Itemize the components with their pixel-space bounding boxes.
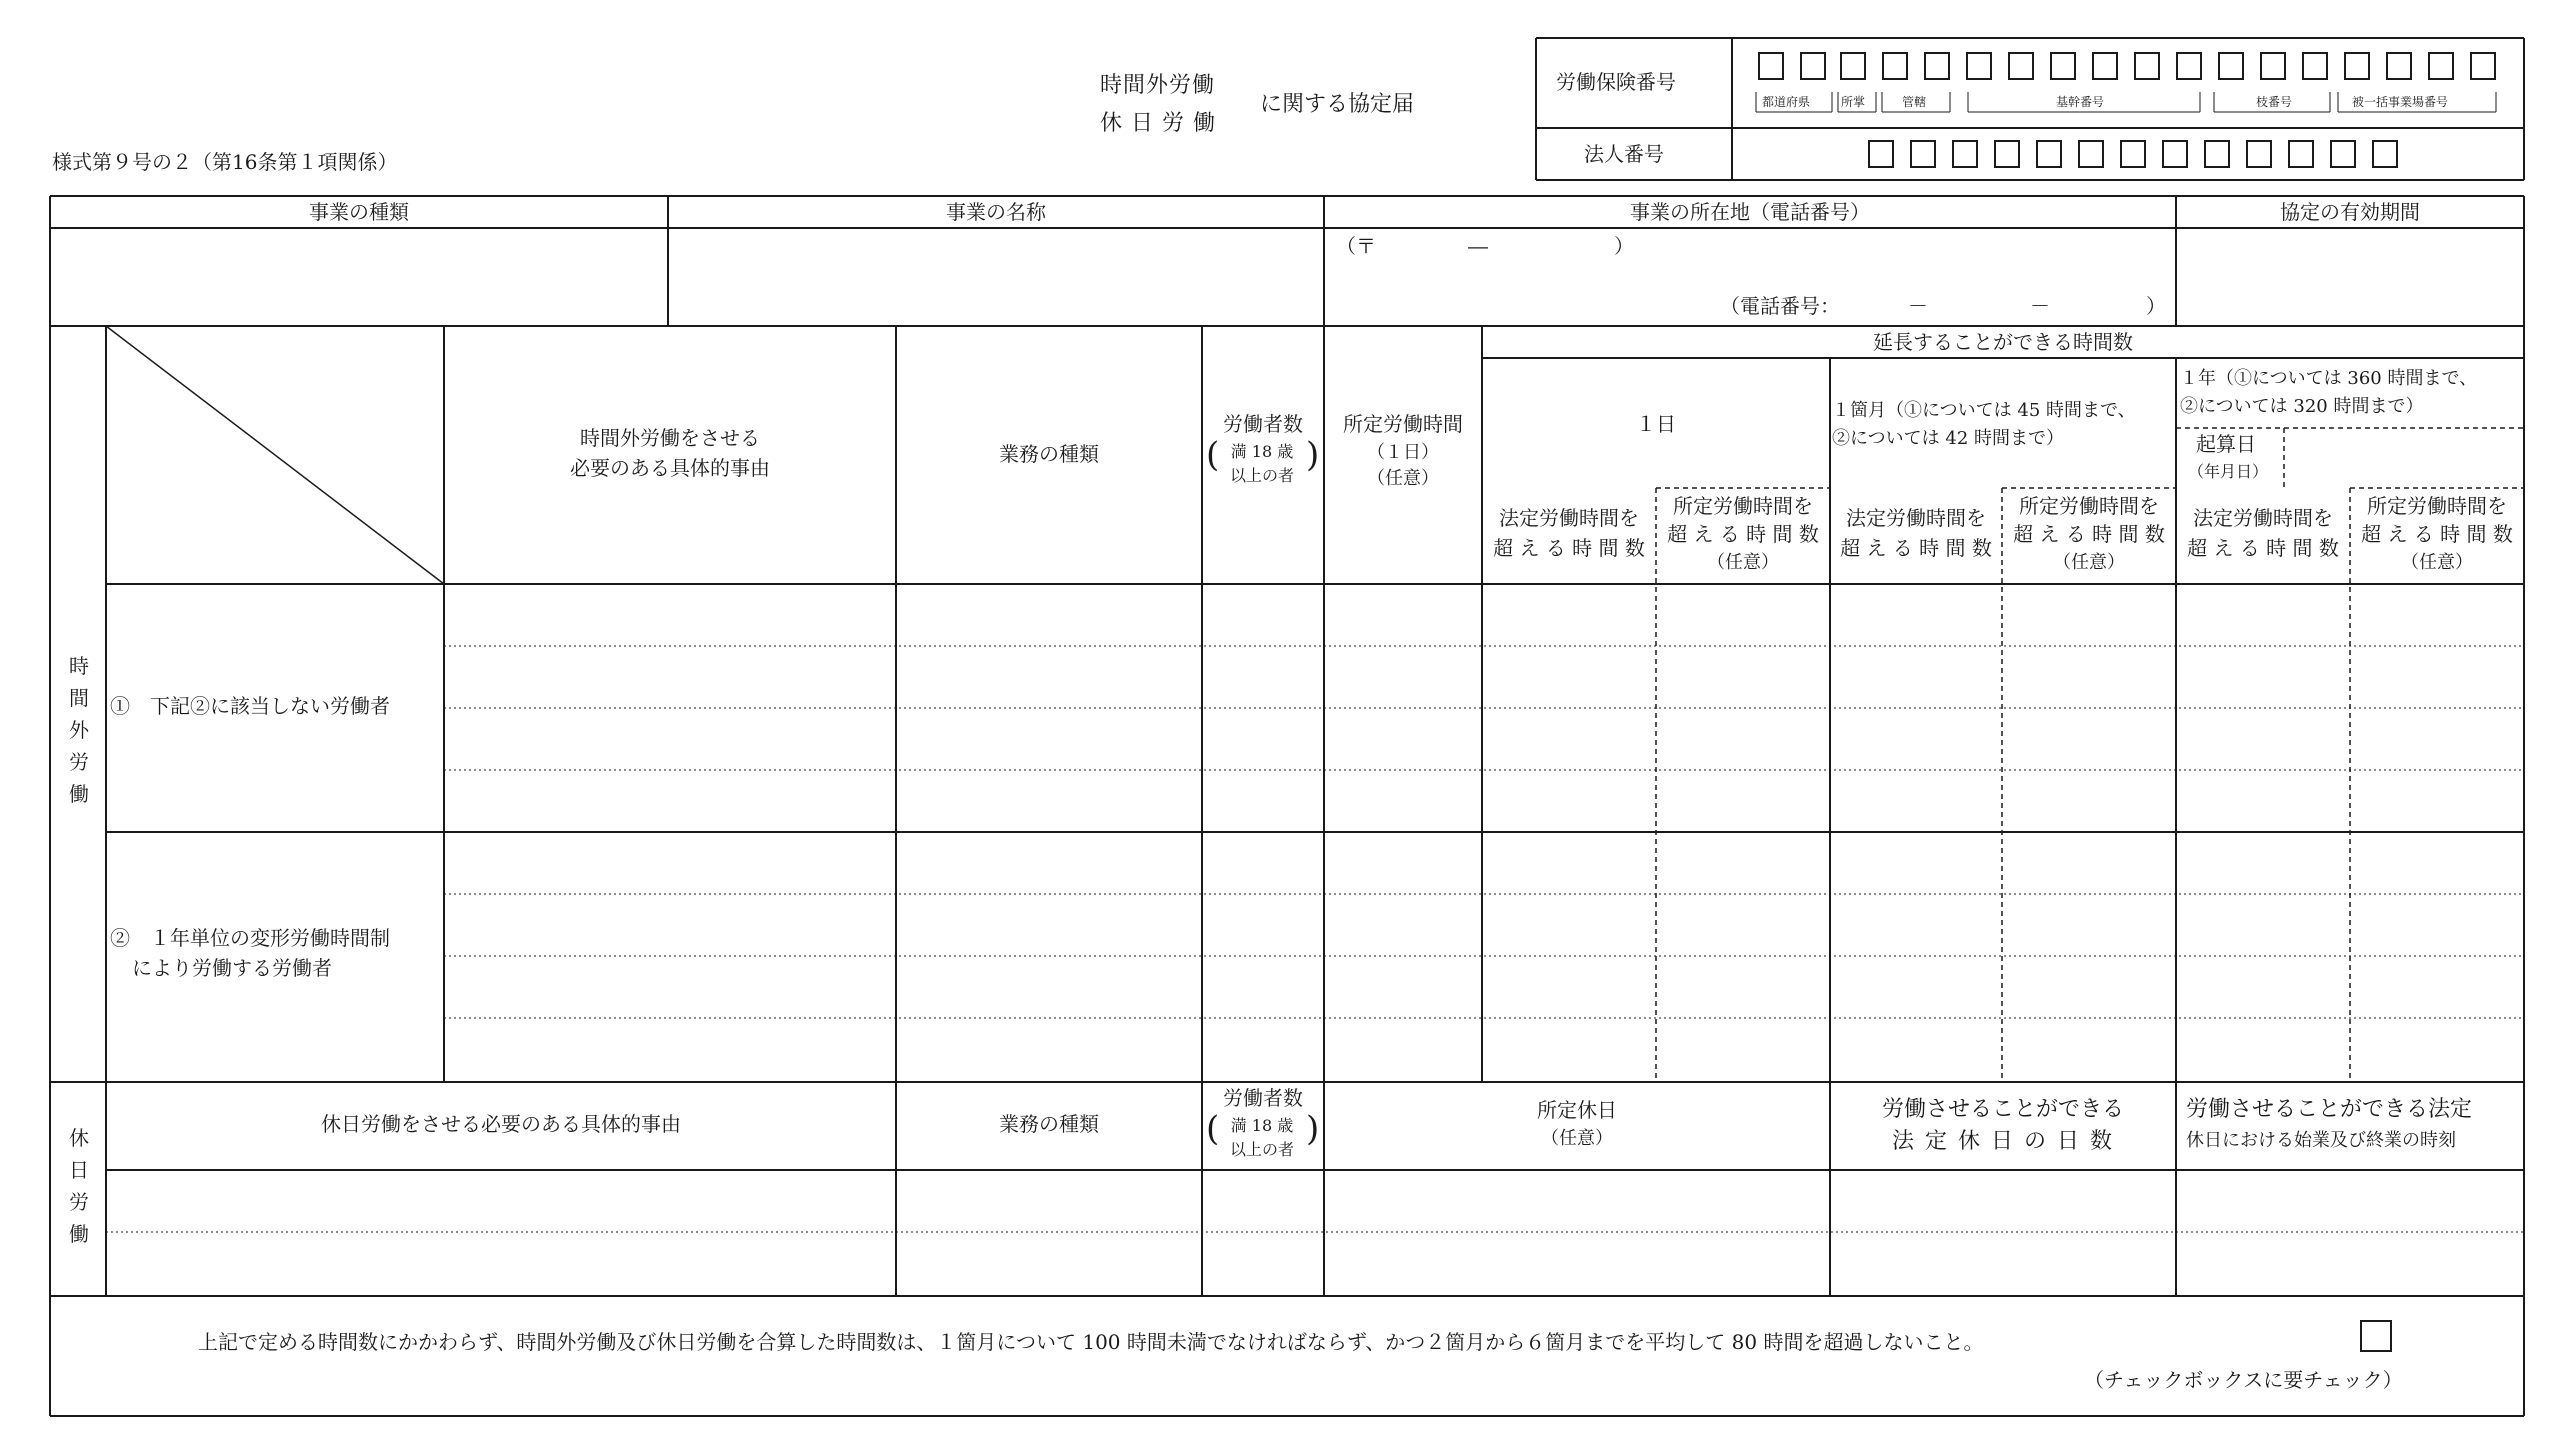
day-legal-exceed-line2: 超 え る 時 間 数 [1493, 536, 1645, 560]
digit-box[interactable] [2288, 140, 2314, 168]
month-header-line2: ②については 42 時間まで） [1832, 428, 2064, 449]
title-overtime: 時間外労働 [1100, 73, 1216, 98]
digit-box[interactable] [2344, 52, 2370, 80]
holiday-reason-header: 休日労働をさせる必要のある具体的事由 [321, 1112, 681, 1136]
year-legal-exceed-line2: 超 え る 時 間 数 [2187, 536, 2339, 560]
digit-box[interactable] [2302, 52, 2328, 80]
category-1-label: ① 下記②に該当しない労働者 [110, 694, 390, 718]
digit-box[interactable] [2036, 140, 2062, 168]
day-sched-exceed-line1: 所定労働時間を [1673, 494, 1813, 518]
scheduled-holiday-header-line2: （任意） [1541, 1128, 1613, 1149]
day-header: １日 [1636, 412, 1676, 436]
sub-label-office: 管轄 [1902, 95, 1927, 109]
digit-box[interactable] [2204, 140, 2230, 168]
digit-box[interactable] [1924, 52, 1950, 80]
digit-box[interactable] [2386, 52, 2412, 80]
sub-label-branch-number: 枝番号 [2256, 95, 2293, 109]
phone-dash-1: － [1908, 294, 1928, 318]
start-date-sub: （年月日） [2188, 462, 2269, 481]
business-name-header: 事業の名称 [946, 200, 1046, 224]
digit-box[interactable] [2330, 140, 2356, 168]
day-sched-exceed-optional: （任意） [1707, 552, 1779, 573]
month-sched-exceed-line1: 所定労働時間を [2019, 494, 2159, 518]
digit-box[interactable] [1952, 140, 1978, 168]
business-type-header: 事業の種類 [309, 200, 409, 224]
title-holiday: 休 日 労 働 [1100, 111, 1216, 136]
corporate-number-label: 法人番号 [1584, 142, 1664, 166]
holiday-times-header-line1: 労働させることができる法定 [2186, 1097, 2473, 1122]
scheduled-hours-header-line2: （１日） [1367, 442, 1439, 463]
postal-dash: ― [1468, 234, 1488, 258]
agreement-period-field[interactable] [2178, 230, 2522, 324]
compliance-checkbox[interactable] [2360, 1320, 2392, 1352]
overtime-reason-header-line2: 必要のある具体的事由 [570, 456, 770, 480]
year-sched-exceed-optional: （任意） [2401, 552, 2473, 573]
scheduled-hours-header-line1: 所定労働時間 [1343, 412, 1463, 436]
title-suffix: に関する協定届 [1260, 92, 1415, 117]
start-date-field[interactable] [2286, 430, 2522, 486]
overtime-workers-header: 労働者数 [1223, 412, 1303, 436]
digit-box[interactable] [1840, 52, 1866, 80]
month-header-line1: １箇月（①については 45 時間まで、 [1832, 400, 2136, 421]
overtime-workers-sub1: 満 18 歳 [1230, 442, 1294, 461]
holiday-days-header-line2: 法 定 休 日 の 日 数 [1892, 1129, 2114, 1154]
overtime-reason-header-line1: 時間外労働をさせる [580, 426, 760, 450]
digit-box[interactable] [2218, 52, 2244, 80]
digit-box[interactable] [2372, 140, 2398, 168]
digit-box[interactable] [2008, 52, 2034, 80]
extendable-hours-header: 延長することができる時間数 [1873, 330, 2133, 354]
holiday-work-type-header: 業務の種類 [999, 1112, 1099, 1136]
holiday-workers-sub2: 以上の者 [1229, 1140, 1294, 1159]
holiday-workers-paren-close: ) [1306, 1109, 1320, 1149]
sub-label-prefecture: 都道府県 [1762, 95, 1811, 109]
digit-box[interactable] [1910, 140, 1936, 168]
holiday-workers-sub1: 満 18 歳 [1230, 1116, 1294, 1135]
phone-close: ） [2146, 294, 2166, 318]
postal-close: ） [1614, 234, 1634, 258]
labor-insurance-number-label: 労働保険番号 [1556, 70, 1676, 94]
digit-box[interactable] [2092, 52, 2118, 80]
postal-open: （〒 [1336, 234, 1376, 258]
overtime-input-grid[interactable] [446, 586, 2522, 1080]
business-type-field[interactable] [52, 230, 666, 324]
month-legal-exceed-line2: 超 え る 時 間 数 [1840, 536, 1992, 560]
digit-box[interactable] [2260, 52, 2286, 80]
sub-label-jurisdiction: 所掌 [1841, 95, 1866, 109]
digit-box[interactable] [1882, 52, 1908, 80]
overtime-work-type-header: 業務の種類 [999, 442, 1099, 466]
day-sched-exceed-line2: 超 え る 時 間 数 [1667, 522, 1819, 546]
digit-box[interactable] [2050, 52, 2076, 80]
digit-box[interactable] [2078, 140, 2104, 168]
form-number: 様式第９号の２（第16条第１項関係） [52, 150, 398, 174]
month-sched-exceed-line2: 超 え る 時 間 数 [2013, 522, 2165, 546]
start-date-label: 起算日 [2196, 432, 2256, 456]
business-name-field[interactable] [670, 230, 1322, 324]
digit-box[interactable] [2470, 52, 2496, 80]
agreement-period-header: 協定の有効期間 [2280, 200, 2420, 224]
phone-label: （電話番号： [1720, 294, 1840, 318]
workers-paren-open: ( [1206, 435, 1220, 475]
category-2-label-line2: により労働する労働者 [132, 956, 332, 980]
category-2-label-line1: ② １年単位の変形労働時間制 [110, 926, 390, 950]
business-address-header: 事業の所在地（電話番号） [1630, 200, 1870, 224]
holiday-workers-paren-open: ( [1206, 1109, 1220, 1149]
digit-box[interactable] [2162, 140, 2188, 168]
digit-box[interactable] [2246, 140, 2272, 168]
holiday-side-label: 休日労働 [69, 1126, 89, 1246]
year-sched-exceed-line2: 超 え る 時 間 数 [2361, 522, 2513, 546]
year-legal-exceed-line1: 法定労働時間を [2193, 506, 2333, 530]
digit-box[interactable] [1800, 52, 1826, 80]
footer-statement: 上記で定める時間数にかかわらず、時間外労働及び休日労働を合算した時間数は、１箇月について 100 時間未満でなければならず、かつ２箇月から６箇月までを平均して 80 時間を超過しないこと。 [198, 1330, 1984, 1354]
month-sched-exceed-optional: （任意） [2053, 552, 2125, 573]
year-header-line2: ②については 320 時間まで） [2180, 396, 2424, 417]
holiday-input-grid[interactable] [108, 1172, 2522, 1294]
sub-label-bulk-site-number: 被一括事業場番号 [2352, 95, 2449, 109]
overtime-workers-sub2: 以上の者 [1229, 466, 1294, 485]
phone-dash-2: － [2030, 294, 2050, 318]
year-sched-exceed-line1: 所定労働時間を [2367, 494, 2507, 518]
digit-box[interactable] [2428, 52, 2454, 80]
scheduled-holiday-header-line1: 所定休日 [1537, 1098, 1617, 1122]
digit-box[interactable] [1758, 52, 1784, 80]
checkbox-note: （チェックボックスに要チェック） [2084, 1368, 2403, 1392]
holiday-times-header-line2: 休日における始業及び終業の時刻 [2186, 1130, 2456, 1151]
sub-label-base-number: 基幹番号 [2056, 95, 2105, 109]
digit-box[interactable] [2120, 140, 2146, 168]
digit-box[interactable] [2176, 52, 2202, 80]
scheduled-hours-header-line3: （任意） [1367, 468, 1439, 489]
digit-box[interactable] [1868, 140, 1894, 168]
year-header-line1: １年（①については 360 時間まで、 [2180, 368, 2478, 389]
month-legal-exceed-line1: 法定労働時間を [1846, 506, 1986, 530]
digit-box[interactable] [2134, 52, 2160, 80]
holiday-days-header-line1: 労働させることができる [1881, 1097, 2124, 1122]
workers-paren-close: ) [1306, 435, 1320, 475]
digit-box[interactable] [1966, 52, 1992, 80]
overtime-side-label: 時間外労働 [69, 654, 89, 806]
holiday-workers-header: 労働者数 [1223, 1086, 1303, 1110]
day-legal-exceed-line1: 法定労働時間を [1499, 506, 1639, 530]
digit-box[interactable] [1994, 140, 2020, 168]
